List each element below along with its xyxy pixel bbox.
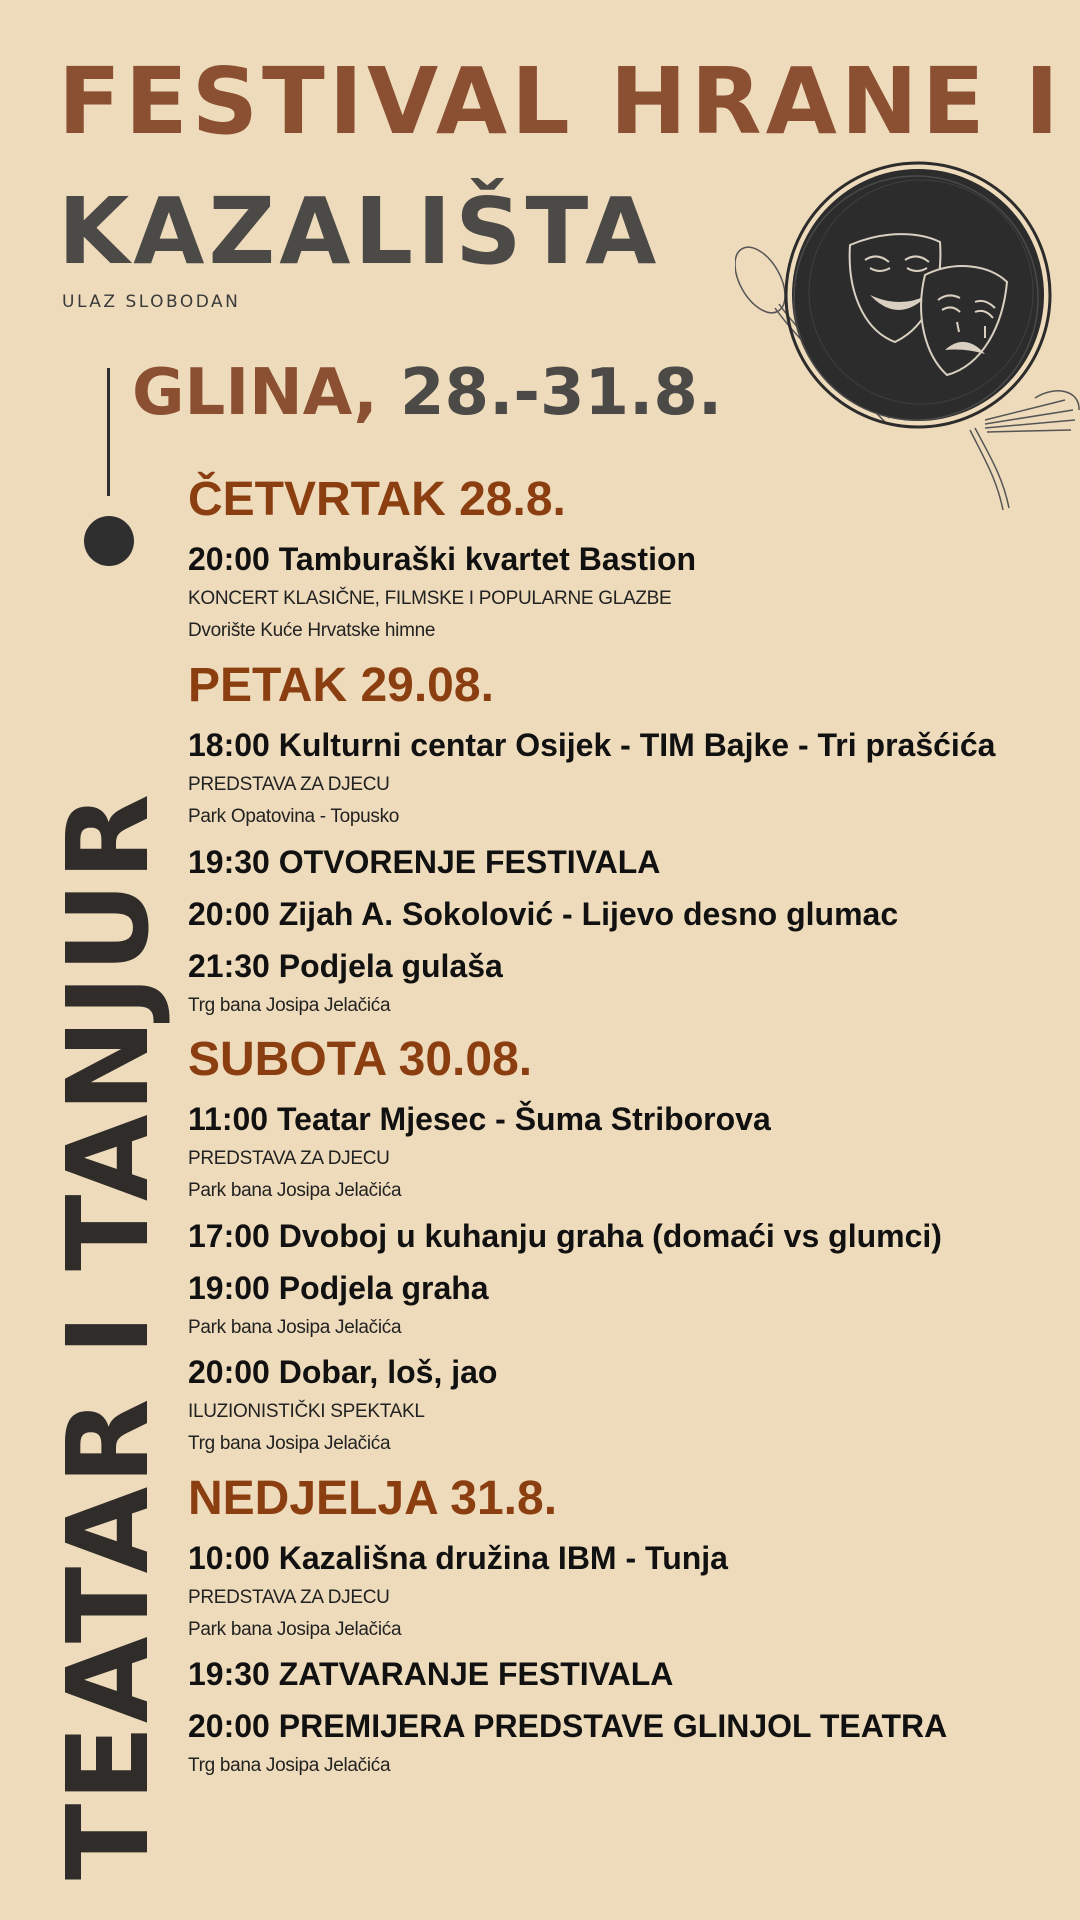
event-description: PREDSTAVA ZA DJECU [188,773,390,795]
day-heading: SUBOTA 30.08. [188,1032,533,1086]
event-item [188,1212,1068,1260]
event-description: ILUZIONISTIČKI SPEKTAKL [188,1400,425,1422]
event-venue: Park bana Josipa Jelačića [188,1180,402,1202]
place-and-dates [132,356,722,430]
event-item [188,721,1068,834]
event-item [188,1702,1068,1782]
event-venue: Trg bana Josipa Jelačića [188,1755,391,1777]
event-title: 20:00 PREMIJERA PREDSTAVE GLINJOL TEATRA [188,1708,948,1745]
event-item [188,1650,1068,1698]
event-item [188,1095,1068,1208]
event-venue: Trg bana Josipa Jelačića [188,1433,391,1455]
event-title: 17:00 Dvoboj u kuhanju graha (domaći vs glumci) [188,1217,942,1254]
event-item [188,1264,1068,1344]
event-title: 20:00 Dobar, loš, jao [188,1353,498,1390]
day-heading: NEDJELJA 31.8. [188,1471,558,1525]
event-title: 10:00 Kazališna družina IBM - Tunja [188,1539,728,1576]
event-title: 18:00 Kulturni centar Osijek - TIM Bajke - Tri prašćića [188,726,996,763]
event-venue: Dvorište Kuće Hrvatske himne [188,620,436,642]
festival-dates: 28.-31.8. [400,356,723,430]
event-item [188,1534,1068,1647]
event-item [188,535,1068,648]
free-entry-note: ULAZ SLOBODAN [62,292,241,312]
event-title: 11:00 Teatar Mjesec - Šuma Striborova [188,1101,771,1138]
event-venue: Park bana Josipa Jelačića [188,1619,402,1641]
event-title: 19:30 OTVORENJE FESTIVALA [188,843,661,880]
event-item [188,890,1068,938]
day-heading: PETAK 29.08. [188,658,494,712]
theatre-masks-plate-icon [735,160,1080,515]
title-line-2: KAZALIŠTA [58,178,661,285]
vertical-divider [107,368,110,496]
vertical-title-wrap [44,791,174,1880]
event-description: PREDSTAVA ZA DJECU [188,1148,390,1170]
event-venue: Trg bana Josipa Jelačića [188,994,391,1016]
place-name: GLINA, [132,356,378,430]
event-title: 20:00 Tamburaški kvartet Bastion [188,541,697,578]
event-title: 20:00 Zijah A. Sokolović - Lijevo desno glumac [188,895,899,932]
event-description: KONCERT KLASIČNE, FILMSKE I POPULARNE GLAZBE [188,588,672,610]
title-line-1: FESTIVAL HRANE I [58,48,1063,155]
event-item [188,1348,1068,1461]
event-title: 21:30 Podjela gulaša [188,947,503,984]
event-description: PREDSTAVA ZA DJECU [188,1586,390,1608]
divider-dot [84,516,134,566]
event-item [188,942,1068,1022]
event-venue: Park Opatovina - Topusko [188,806,400,828]
event-item [188,838,1068,886]
vertical-title: TEATAR I TANJUR [44,791,174,1880]
day-heading: ČETVRTAK 28.8. [188,473,566,526]
event-venue: Park bana Josipa Jelačića [188,1316,402,1338]
event-title: 19:00 Podjela graha [188,1269,489,1306]
program-schedule [188,472,1068,1787]
event-title: 19:30 ZATVARANJE FESTIVALA [188,1656,674,1693]
